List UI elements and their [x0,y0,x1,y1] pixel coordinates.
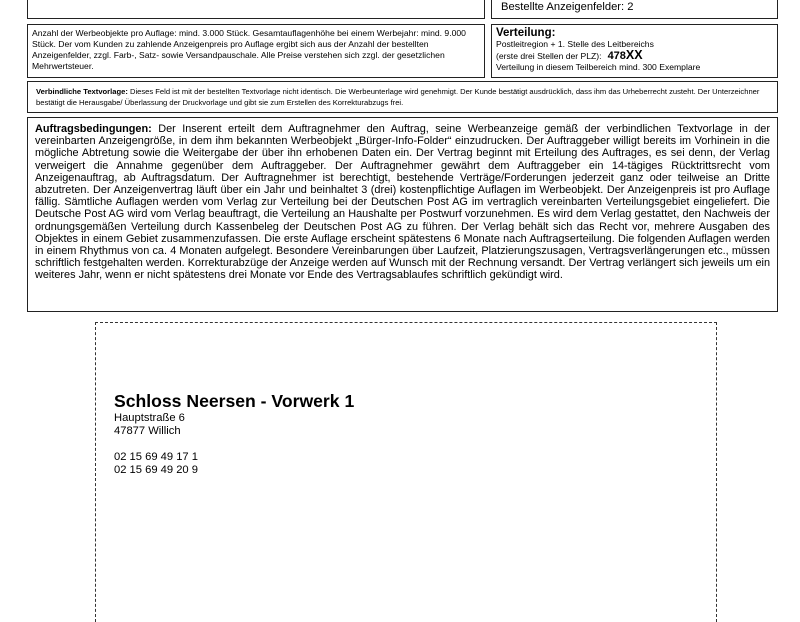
ordered-fields-label: Bestellte Anzeigenfelder: 2 [501,1,634,13]
ad-city: 47877 Willich [114,425,181,437]
ad-phone-1: 02 15 69 49 17 1 [114,451,198,463]
conditions-text: Der Inserent erteilt dem Auftragnehmer den Auftrag, seine Werbeanzeige gemäß der verbindlichen Textvorlage in der vereinbarten Anzeigengröße, in dem ihm bekannten Werbeobjekt „Bürger-Info-Folder“ einzudrucken. Der Auftraggeber willigt bereits im Vorhinein in die mögliche Abtretung sowie die Weitergabe der über ihn erhobenen Daten ein. Der Vertrag beginnt mit Erteilung des Auftrages, es sei denn, der Verlag verweigert die Annahme gegenüber dem Auftraggeber. Der Auftragnehmer gewährt dem Auftraggeber ein 14-tägiges Rücktrittsrecht vom Anzeigenauftrag, ab Auftragsdatum. Der Auftragnehmer ist berechtigt, bestehende Verträge/Forderungen jederzeit ganz oder teilweise an Dritte abzutreten. Der Anzeigenvertrag läuft über ein Jahr und beinhaltet 3 (drei) kostenpflichtige Auflagen im Werbeobjekt. Der Anzeigenpreis ist pro Auflage fällig. Sämtliche Auflagen werden vom Verlag zur Verteilung bei der Deutschen Post AG im vertraglich vereinbarten Verteilungsgebiet eingeliefert. Die Deutsche Post AG wird vom Verlag beauftragt, die Verteilung an Haushalte per Postwurf vorzunehmen. Es wird dem Verlag gestattet, den Nachweis der ordnungsgemäßen Verteilung durch Kassenbeleg der Deutschen Post AG zu führen. Der Verlag behält sich das Recht vor, mehrere Ausgaben des Objektes in einem Gebiet zusammenzufassen. Die erste Auflage erscheint spätestens 6 Monate nach Auftragserteilung. Die folgenden Auflagen werden in einem Rhythmus von ca. 4 Monaten aufgelegt. Besondere Vereinbarungen über Laufzeit, Platzierungszusagen, Vertragsverlängerungen etc., müssen schriftlich festgehalten werden. Korrekturabzüge der Anzeige werden auf Wunsch mit der Rechnung versandt. Der Vertrag verlängert sich jeweils um ein weiteres Jahr, wenn er nicht spätestens drei Monate vor Ende des Vertragsablaufes schriftlich gekündigt wird. [35,123,770,282]
distribution-line3: Verteilung in diesem Teilbereich mind. 300 Exemplare [496,61,701,72]
plz-xx: XX [625,47,643,62]
binding-text: Dieses Feld ist mit der bestellten Textvorlage nicht identisch. Die Werbeunterlage wird genehmigt. Der Kunde bestätigt ausdrücklich, dass ihm das Urheberrecht zusteht. Der Unterzeichner bestätigt die Herausgabe/ Überlassung der Druckvorlage und gibt sie zum Erstellen des Korrekturabzugs frei. [36,87,760,107]
ad-text-field [95,322,717,622]
plz-digits: 478 [607,49,626,62]
distribution-box [491,24,778,78]
ad-street: Hauptstraße 6 [114,412,185,424]
pricing-terms-text: Anzahl der Werbeobjekte pro Auflage: mind. 3.000 Stück. Gesamtauflagenhöhe bei einem Werbejahr: mind. 9.000 Stück. Der vom Kunden zu zahlende Anzeigenpreis pro Auflage ergibt sich aus der Anzahl der bestellten Anzeigenfelder, zzgl. Farb-, Satz- sowie Versandpauschale. Alle Preise verstehen sich zzgl. der gesetzlichen Mehrwertsteuer. [32,28,466,71]
ordered-fields-box [491,0,778,19]
ad-company-name: Schloss Neersen - Vorwerk 1 [114,391,355,411]
ad-content [114,391,354,477]
conditions-label: Auftragsbedingungen: [35,123,152,135]
ad-phones [114,451,354,477]
top-left-field [27,0,485,19]
order-conditions [27,117,778,312]
pricing-terms [27,24,485,78]
binding-label: Verbindliche Textvorlage: [36,87,128,96]
binding-template-note [27,81,778,113]
distribution-line1: Postleitregion + 1. Stelle des Leitbereichs [496,39,654,49]
ad-phone-2: 02 15 69 49 20 9 [114,464,198,476]
distribution-line2-row [496,47,773,62]
distribution-heading: Verteilung: [496,27,556,39]
distribution-line2: (erste drei Stellen der PLZ): [496,50,602,61]
